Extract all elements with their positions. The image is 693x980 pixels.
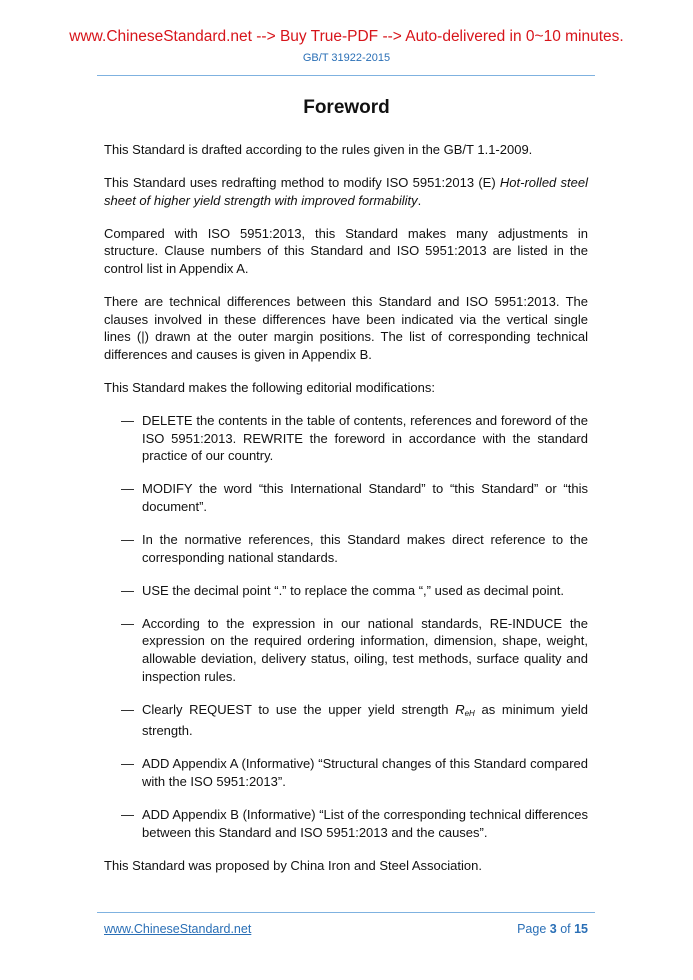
paragraph: This Standard is drafted according to the rules given in the GB/T 1.1-2009. [104, 142, 533, 157]
dash-bullet: — [121, 701, 134, 717]
document-title-italic: Hot-rolled steel sheet of higher yield strength with improved formability [104, 175, 588, 208]
paragraph: There are technical differences between this Standard and ISO 5951:2013. The clauses involved in these differences have been indicated via the vertical single lines (|) drawn at the outer margin positions. The list of corresponding technical differences and causes is given in Appendix B. [104, 294, 588, 362]
list-item [104, 582, 588, 600]
list-item-text: According to the expression in our national standards, RE-INDUCE the expression on the required ordering information, dimension, shape, weight, allowable deviation, delivery status, oiling, test methods, surface quality and inspection rules. [142, 615, 588, 684]
modification-list [104, 412, 588, 841]
page-total: 15 [574, 922, 588, 936]
page-label: Page [517, 922, 550, 936]
banner-link[interactable]: www.ChineseStandard.net --> Buy True-PDF --> Auto-delivered in 0~10 minutes. [69, 28, 624, 45]
document-body [104, 141, 588, 890]
list-item-text: ADD Appendix B (Informative) “List of the corresponding technical differences between this Standard and ISO 5951:2013 and the causes”. [142, 807, 588, 840]
paragraph: This Standard makes the following editorial modifications: [104, 379, 435, 395]
list-item-text: MODIFY the word “this International Standard” to “this Standard” or “this document”. [142, 481, 588, 514]
text: . [417, 192, 422, 208]
dash-bullet: — [121, 532, 134, 547]
list-item [104, 755, 588, 790]
page-title: Foreword [303, 97, 390, 118]
dash-bullet: — [121, 615, 134, 631]
footer-divider [97, 912, 595, 913]
list-item [104, 480, 588, 515]
list-item-text: In the normative references, this Standard makes direct reference to the corresponding national standards. [142, 532, 588, 565]
list-item [104, 531, 588, 566]
list-item-text: USE the decimal point “.” to replace the comma “,” used as decimal point. [142, 582, 564, 598]
text: This Standard uses redrafting method to modify ISO 5951:2013 (E) [104, 175, 500, 191]
standard-number: GB/T 31922-2015 [302, 52, 391, 64]
list-item [104, 701, 588, 740]
list-item [104, 806, 588, 841]
page-current: 3 [549, 922, 557, 936]
paragraph [104, 174, 588, 209]
list-item-text: ADD Appendix A (Informative) “Structural changes of this Standard compared with the ISO 5951:2013”. [142, 756, 588, 789]
page-indicator [517, 921, 588, 937]
symbol-subscript: eH [464, 708, 475, 718]
paragraph: Compared with ISO 5951:2013, this Standard makes many adjustments in structure. Clause numbers of this Standard and ISO 5951:2013 are listed in the control list in Appendix A. [104, 225, 588, 276]
text: Clearly REQUEST to use the upper yield strength [142, 701, 456, 717]
list-item [104, 412, 588, 465]
dash-bullet: — [121, 582, 134, 598]
text: as minimum yield strength. [142, 701, 588, 739]
footer-website-link[interactable]: www.ChineseStandard.net [104, 922, 252, 936]
dash-bullet: — [121, 807, 134, 823]
list-item-text: DELETE the contents in the table of contents, references and foreword of the ISO 5951:2013. REWRITE the foreword in accordance with the standard practice of our country. [142, 413, 588, 464]
dash-bullet: — [121, 481, 134, 497]
paragraph: This Standard was proposed by China Iron and Steel Association. [104, 857, 482, 873]
page-of: of [556, 922, 575, 936]
list-item [104, 615, 588, 685]
header-divider [97, 75, 595, 76]
dash-bullet: — [121, 756, 134, 772]
list-item-text [142, 702, 588, 739]
dash-bullet: — [121, 413, 134, 429]
symbol-r: R [455, 701, 465, 717]
